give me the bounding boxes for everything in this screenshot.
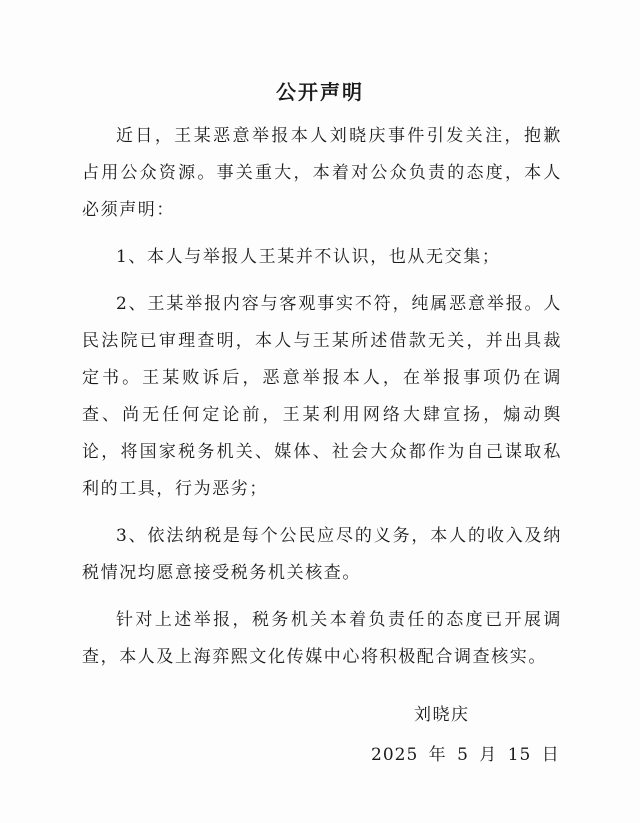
paragraph-closing: 针对上述举报，税务机关本着负责任的态度已开展调查，本人及上海弈熙文化传媒中心将积极配合调查核实。 [82,610,562,667]
paragraph-item-3: 3、依法纳税是每个公民应尽的义务，本人的收入及纳税情况均愿意接受税务机关核查。 [82,526,562,583]
document-title: 公开声明 [276,80,364,104]
paragraph-item-1: 1、本人与举报人王某并不认识，也从无交集； [116,247,501,267]
paragraph-item-2: 2、王某举报内容与客观事实不符，纯属恶意举报。人民法院已审理查明，本人与王某所述借款无关，并出具裁定书。王某败诉后，恶意举报本人，在举报事项仍在调查、尚无任何定论前，王某利用网络大肆宣扬，煽动舆论，将国家税务机关、媒体、社会大众都作为自己谋取私利的工具，行为恶劣； [82,294,562,499]
paragraph-intro: 近日，王某恶意举报本人刘晓庆事件引发关注，抱歉占用公众资源。事关重大，本着对公众负责的态度，本人必须声明： [82,126,562,220]
signature: 刘晓庆 [414,705,470,725]
document-date: 2025 年 5 月 15 日 [371,745,560,765]
document-body [82,118,562,676]
